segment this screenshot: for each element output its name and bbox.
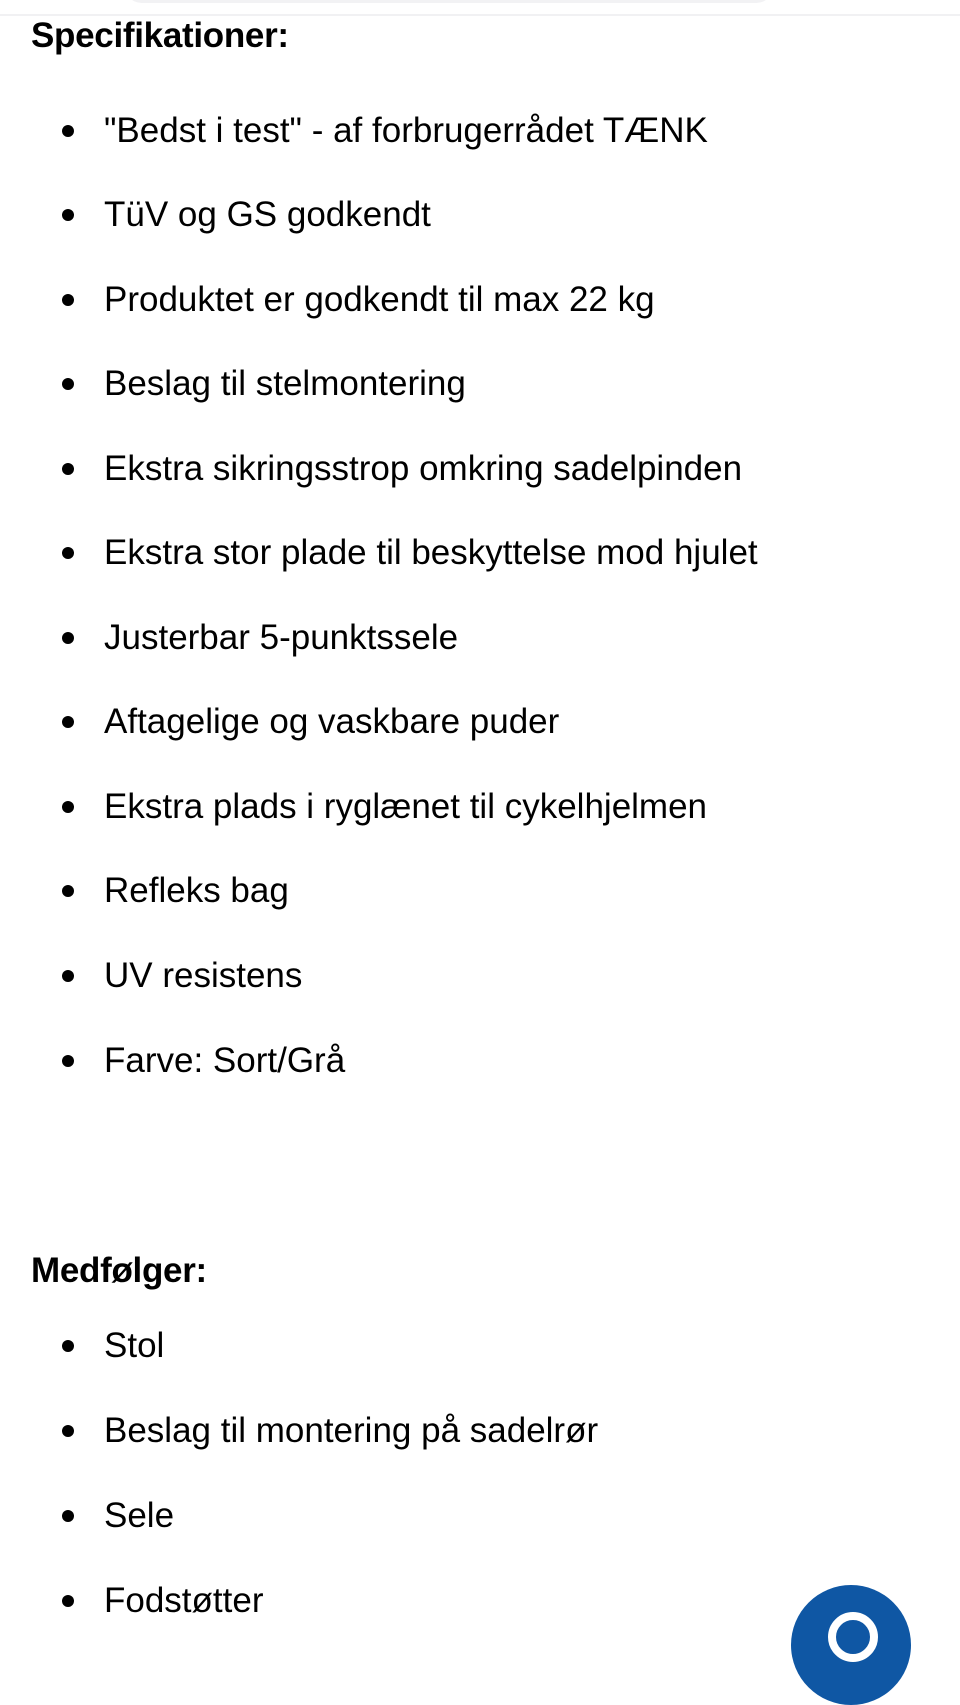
list-item-label: Fodstøtter: [104, 1581, 264, 1620]
list-item-label: TüV og GS godkendt: [104, 195, 431, 234]
list-item: [0, 869, 960, 913]
bullet-icon: [62, 970, 74, 982]
list-item-label: Produktet er godkendt til max 22 kg: [104, 280, 655, 319]
list-item-label: Justerbar 5-punktssele: [104, 618, 459, 657]
bullet-icon: [62, 294, 74, 306]
list-item: [0, 1494, 960, 1538]
list-item-label: Beslag til stelmontering: [104, 364, 466, 403]
list-item: [0, 447, 960, 491]
list-item-label: Aftagelige og vaskbare puder: [104, 702, 560, 741]
list-item-label: Farve: Sort/Grå: [104, 1041, 346, 1080]
bullet-icon: [62, 125, 74, 137]
bullet-icon: [62, 209, 74, 221]
list-item: [0, 616, 960, 660]
list-item-label: Ekstra stor plade til beskyttelse mod hjulet: [104, 533, 758, 572]
bullet-icon: [62, 1425, 74, 1437]
bullet-icon: [62, 1340, 74, 1352]
bullet-icon: [62, 716, 74, 728]
list-item: [0, 954, 960, 998]
included-heading: Medfølger:: [31, 1251, 207, 1290]
bullet-icon: [62, 1510, 74, 1522]
list-item-label: UV resistens: [104, 956, 303, 995]
bullet-icon: [62, 801, 74, 813]
bullet-icon: [62, 547, 74, 559]
list-item: [0, 109, 960, 153]
search-bar[interactable]: [124, 0, 774, 3]
list-item: [0, 531, 960, 575]
list-item-label: Stol: [104, 1326, 165, 1365]
list-item-label: Sele: [104, 1496, 175, 1535]
list-item: [0, 1409, 960, 1453]
list-item-label: "Bedst i test" - af forbrugerrådet TÆNK: [104, 111, 708, 150]
bullet-icon: [62, 463, 74, 475]
bullet-icon: [62, 632, 74, 644]
list-item: [0, 700, 960, 744]
list-item: [0, 1324, 960, 1368]
search-icon: [828, 1612, 878, 1662]
list-item: [0, 193, 960, 237]
bullet-icon: [62, 1595, 74, 1607]
list-item-label: Refleks bag: [104, 871, 289, 910]
bullet-icon: [62, 378, 74, 390]
list-item: [0, 785, 960, 829]
list-item: [0, 278, 960, 322]
list-item: [0, 362, 960, 406]
bullet-icon: [62, 1055, 74, 1067]
list-item-label: Beslag til montering på sadelrør: [104, 1411, 599, 1450]
list-item-label: Ekstra sikringsstrop omkring sadelpinden: [104, 449, 743, 488]
bullet-icon: [62, 885, 74, 897]
list-item-label: Ekstra plads i ryglænet til cykelhjelmen: [104, 787, 708, 826]
list-item: [0, 1039, 960, 1083]
search-fab-button[interactable]: [791, 1585, 911, 1705]
specs-heading: Specifikationer:: [31, 16, 289, 55]
